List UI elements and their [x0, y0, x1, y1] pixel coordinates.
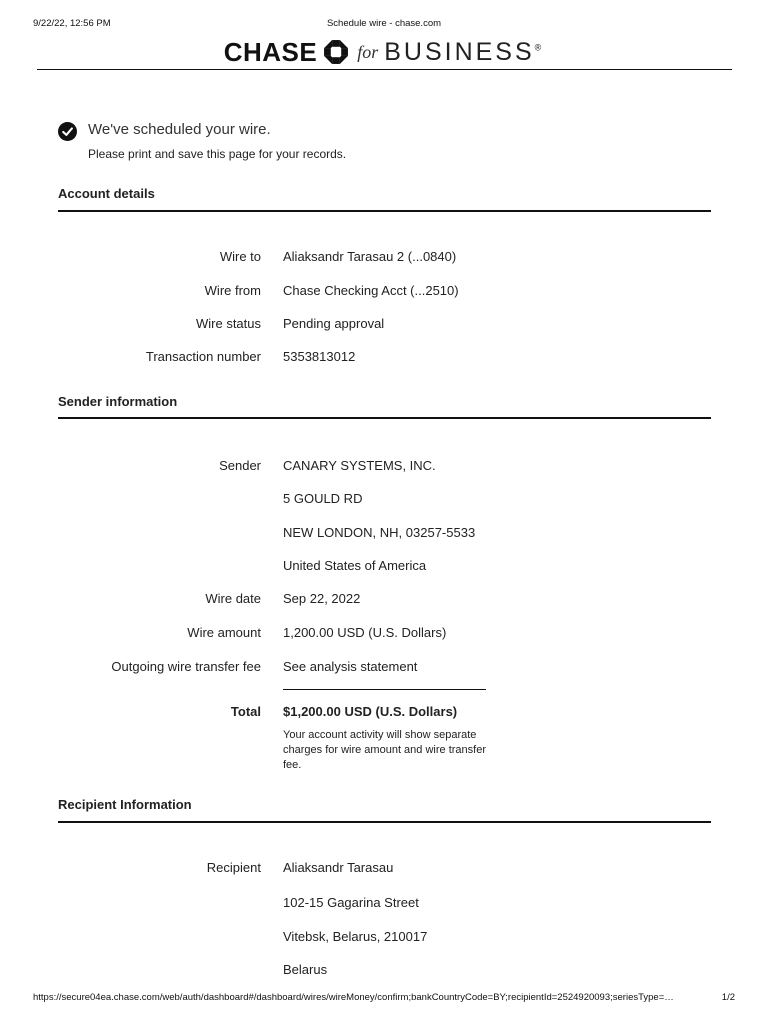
- chase-for-business-logo: [0, 36, 768, 68]
- sender-city: NEW LONDON, NH, 03257-5533: [283, 525, 476, 540]
- recipient-address-row: [0, 895, 768, 915]
- recipient-address-row: [0, 929, 768, 949]
- recipient-information-divider: [58, 821, 711, 823]
- header-divider: [37, 69, 732, 70]
- sender-country: United States of America: [283, 558, 427, 573]
- recipient-name: Aliaksandr Tarasau: [283, 860, 394, 875]
- detail-row-total: [0, 704, 768, 724]
- detail-value: Chase Checking Acct (...2510): [283, 283, 459, 298]
- confirmation-title: We've scheduled your wire.: [88, 121, 271, 138]
- detail-value: See analysis statement: [283, 659, 418, 674]
- detail-row-wire-from: [0, 283, 768, 303]
- detail-label: Wire date: [205, 591, 261, 606]
- sender-information-heading: Sender information: [58, 394, 178, 409]
- detail-label: Wire amount: [187, 625, 261, 640]
- detail-row-wire-status: [0, 316, 768, 336]
- detail-value: Aliaksandr Tarasau 2 (...0840): [283, 249, 457, 264]
- sender-information-divider: [58, 417, 711, 419]
- detail-row-wire-amount: [0, 625, 768, 645]
- recipient-street: 102-15 Gagarina Street: [283, 895, 419, 910]
- detail-value: 5353813012: [283, 349, 356, 364]
- sender-address-row: [0, 491, 768, 511]
- detail-label: Total: [230, 704, 261, 719]
- recipient-country: Belarus: [283, 962, 328, 977]
- sender-name: CANARY SYSTEMS, INC.: [283, 458, 436, 473]
- detail-value: Pending approval: [283, 316, 385, 331]
- total-divider: [283, 689, 486, 690]
- confirmation-subtitle: Please print and save this page for your records.: [88, 147, 347, 161]
- print-page-number: 1/2: [721, 992, 735, 1003]
- recipient-city: Vitebsk, Belarus, 210017: [283, 929, 428, 944]
- detail-value: Sep 22, 2022: [283, 591, 361, 606]
- print-page-title: Schedule wire - chase.com: [326, 18, 442, 29]
- brand-for: for: [357, 41, 379, 62]
- detail-label: Sender: [219, 458, 261, 473]
- recipient-information-heading: Recipient Information: [58, 797, 192, 812]
- detail-label: Wire to: [219, 249, 261, 264]
- detail-value: 1,200.00 USD (U.S. Dollars): [283, 625, 447, 640]
- brand-name: CHASE: [223, 36, 318, 67]
- print-url: https://secure04ea.chase.com/web/auth/dashboard#/dashboard/wires/wireMoney/confirm;bankCountryCode=BY;recipientId=2524920093;seriesType=…: [33, 992, 674, 1003]
- detail-row-transaction-number: [0, 349, 768, 369]
- brand-business: BUSINESS®: [384, 37, 545, 66]
- total-amount: $1,200.00 USD (U.S. Dollars): [283, 704, 458, 719]
- detail-label: Transaction number: [145, 349, 261, 364]
- detail-row-wire-to: [0, 249, 768, 269]
- chase-octagon-icon: [323, 39, 349, 65]
- total-note: Your account activity will show separate charges for wire amount and wire transfer fee.: [283, 729, 486, 771]
- detail-row-wire-date: [0, 591, 768, 611]
- account-details-divider: [58, 210, 711, 212]
- account-details-heading: Account details: [58, 186, 155, 201]
- detail-label: Outgoing wire transfer fee: [111, 659, 261, 674]
- print-header: [33, 18, 735, 32]
- detail-row-recipient: [0, 860, 768, 880]
- detail-label: Recipient: [206, 860, 261, 875]
- sender-address-row: [0, 525, 768, 545]
- print-footer: [33, 992, 735, 1006]
- recipient-address-row: [0, 962, 768, 982]
- detail-row-transfer-fee: [0, 659, 768, 679]
- sender-street: 5 GOULD RD: [283, 491, 363, 506]
- check-circle-icon: [58, 122, 77, 141]
- sender-address-row: [0, 558, 768, 578]
- detail-label: Wire status: [195, 316, 261, 331]
- print-datetime: 9/22/22, 12:56 PM: [33, 18, 111, 29]
- detail-row-sender: [0, 458, 768, 478]
- detail-label: Wire from: [204, 283, 261, 298]
